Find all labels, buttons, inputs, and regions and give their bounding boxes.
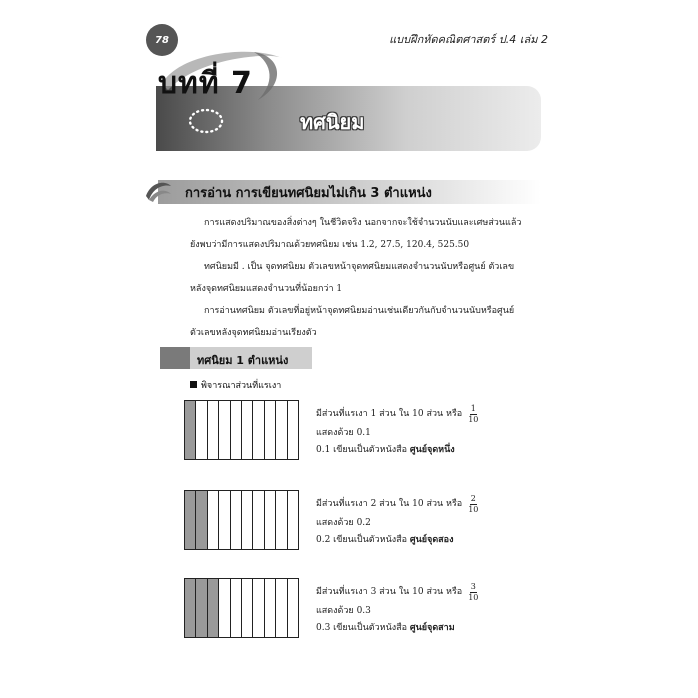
example-line-2: แสดงด้วย 0.1 <box>316 428 371 438</box>
grid-cell <box>288 491 298 549</box>
section-title: การอ่าน การเขียนทศนิยมไม่เกิน 3 ตำแหน่ง <box>185 186 432 201</box>
grid-cell-shaded <box>185 491 196 549</box>
example-line-3 <box>316 442 478 459</box>
shaded-grid <box>184 400 299 460</box>
example-line-2: แสดงด้วย 0.3 <box>316 606 371 616</box>
grid-cell-shaded <box>196 491 207 549</box>
grid-cell-shaded <box>185 401 196 459</box>
example-description <box>316 494 478 549</box>
grid-cell-shaded <box>196 579 207 637</box>
dotted-ring-icon <box>186 104 226 138</box>
fraction-numerator: 1 <box>470 404 476 413</box>
grid-cell <box>242 401 253 459</box>
shaded-grid <box>184 578 299 638</box>
grid-cell <box>196 401 207 459</box>
grid-cell <box>276 579 287 637</box>
paragraph-2 <box>190 256 540 300</box>
example-word-form: ศูนย์จุดสาม <box>409 623 455 633</box>
example-line-3-prefix: 0.3 เขียนเป็นตัวหนังสือ <box>316 623 408 633</box>
subsection-title: ทศนิยม 1 ตำแหน่ง <box>197 354 289 367</box>
fraction-numerator: 2 <box>470 494 476 503</box>
fraction-denominator: 10 <box>468 415 479 424</box>
chapter-title: ทศนิยม <box>300 110 365 134</box>
example-description <box>316 582 478 637</box>
fraction <box>468 582 478 603</box>
shaded-grid <box>184 490 299 550</box>
grid-cell <box>231 491 242 549</box>
fraction-denominator: 10 <box>468 505 479 514</box>
paragraph-line: ทศนิยมมี . เป็น จุดทศนิยม ตัวเลขหน้าจุดทศนิยมแสดงจำนวนนับหรือศูนย์ ตัวเลข <box>204 262 515 272</box>
grid-cell <box>219 401 230 459</box>
grid-cell <box>288 579 298 637</box>
page-number: 78 <box>155 34 169 46</box>
grid-cell <box>265 491 276 549</box>
grid-cell <box>208 401 219 459</box>
example-line-2: แสดงด้วย 0.2 <box>316 518 371 528</box>
example-line-3-prefix: 0.1 เขียนเป็นตัวหนังสือ <box>316 445 408 455</box>
fraction-numerator: 3 <box>470 582 476 591</box>
grid-cell <box>265 401 276 459</box>
paragraph-line: หลังจุดทศนิยมแสดงจำนวนที่น้อยกว่า 1 <box>190 284 343 294</box>
grid-cell <box>288 401 298 459</box>
book-title: แบบฝึกหัดคณิตศาสตร์ ป.4 เล่ม 2 <box>389 33 548 46</box>
grid-cell <box>219 579 230 637</box>
grid-cell <box>253 491 264 549</box>
paragraph-line: ตัวเลขหลังจุดทศนิยมอ่านเรียงตัว <box>190 328 317 338</box>
example-line-1: มีส่วนที่แรเงา 3 ส่วน ใน 10 ส่วน หรือ <box>316 587 463 597</box>
paragraph-3 <box>190 300 540 344</box>
grid-cell <box>208 491 219 549</box>
paragraph-line: ยังพบว่ามีการแสดงปริมาณด้วยทศนิยม เช่น 1.2, 27.5, 120.4, 525.50 <box>190 240 470 250</box>
square-bullet-icon <box>190 381 197 388</box>
grid-cell <box>231 401 242 459</box>
grid-cell <box>242 579 253 637</box>
grid-cell <box>265 579 276 637</box>
subsection-bar-accent <box>160 347 190 369</box>
chapter-number: บทที่ 7 <box>158 66 253 101</box>
fraction-denominator: 10 <box>468 593 479 602</box>
section-swoosh-icon <box>143 176 173 206</box>
example-word-form: ศูนย์จุดหนึ่ง <box>409 445 455 455</box>
fraction <box>468 404 478 425</box>
grid-cell <box>231 579 242 637</box>
grid-cell <box>242 491 253 549</box>
example-line-3 <box>316 620 478 637</box>
paragraph-1 <box>190 212 540 256</box>
example-description <box>316 404 478 459</box>
example-word-form: ศูนย์จุดสอง <box>409 535 454 545</box>
fraction <box>468 494 478 515</box>
grid-cell <box>219 491 230 549</box>
instruction-text: พิจารณาส่วนที่แรเงา <box>201 381 282 391</box>
paragraph-line: การอ่านทศนิยม ตัวเลขที่อยู่หน้าจุดทศนิยมอ่านเช่นเดียวกันกับจำนวนนับหรือศูนย์ <box>204 306 515 316</box>
example-line-3-prefix: 0.2 เขียนเป็นตัวหนังสือ <box>316 535 408 545</box>
grid-cell-shaded <box>208 579 219 637</box>
grid-cell <box>253 579 264 637</box>
example-line-3 <box>316 532 478 549</box>
grid-cell <box>253 401 264 459</box>
example-line-1: มีส่วนที่แรเงา 1 ส่วน ใน 10 ส่วน หรือ <box>316 409 463 419</box>
grid-cell <box>276 491 287 549</box>
grid-cell <box>276 401 287 459</box>
example-line-1: มีส่วนที่แรเงา 2 ส่วน ใน 10 ส่วน หรือ <box>316 499 463 509</box>
grid-cell-shaded <box>185 579 196 637</box>
paragraph-line: การแสดงปริมาณของสิ่งต่างๆ ในชีวิตจริง นอกจากจะใช้จำนวนนับและเศษส่วนแล้ว <box>204 218 522 228</box>
